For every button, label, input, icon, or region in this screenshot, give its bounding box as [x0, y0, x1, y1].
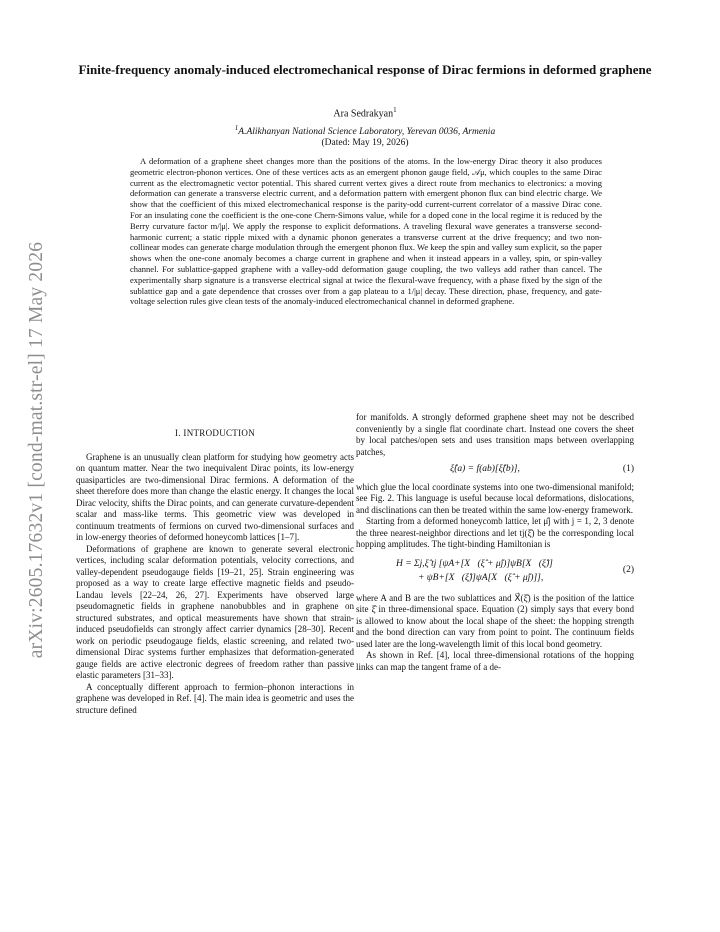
author-affiliation-mark: 1 [393, 106, 397, 114]
equation-1 [356, 464, 634, 476]
intro-paragraph-2: Deformations of graphene are known to generate several electronic vertices, including scalar deformation potentials, velocity corrections, and valley-dependent pseudogauge fields [19–21, 25]. Strain engineering was proposed as a way to create large effective magnetic fields and pseudo-Landau levels [22–24, 26, 27]. Experiments have observed large pseudomagnetic fields in graphene nanobubbles and in graphene on structured substrates, and optical measurements have shown that strain-induced pseudofields can strongly affect carrier dynamics [28–30]. Recent work on periodic pseudogauge fields, elastic screening, and related two-dimensional Dirac systems further emphasizes that deformation-generated gauge fields are active electronic degrees of freedom rather than passive elastic parameters [31–33]. [76, 543, 354, 680]
affiliation-line [70, 124, 660, 137]
section-heading: I. INTRODUCTION [175, 428, 255, 438]
right-paragraph-2: which glue the local coordinate systems into one two-dimensional manifold; see Fig. 2. This language is useful because local deformations, dislocations, and disclinations can then be treated within the same low-energy framework. [356, 481, 634, 515]
equation-2 [356, 557, 634, 585]
right-paragraph-5: As shown in Ref. [4], local three-dimensional rotations of the hopping links can map the tangent frame of a de- [356, 650, 634, 672]
right-paragraph-3: Starting from a deformed honeycomb lattice, let μ̂j with j = 1, 2, 3 denote the three nearest-neighbor directions and let tj(ξ̂) be the corresponding local hopping amplitudes. The tight-binding Hamiltonian is [356, 516, 634, 549]
author-name: Ara Sedrakyan [333, 108, 394, 120]
arxiv-identifier: arXiv:2605.17632v1 [cond-mat.str-el] 17 May 2026 [26, 241, 47, 659]
arxiv-sidebar-stamp [22, 215, 52, 685]
author-line [70, 106, 660, 119]
right-paragraph-1: for manifolds. A strongly deformed graphene sheet may not be described conveniently by a single flat coordinate chart. Instead one covers the sheet by local patches/open sets and uses transition maps between overlapping patches, [356, 412, 634, 457]
right-paragraph-4: where A and B are the two sublattices and X⃗(ξ̂) is the position of the lattice site ξ̂ in three-dimensional space. Equation (2) simply says that every bond is allowed to know about the local shape of the sheet: the hopping strength and the bond direction can vary from point to point. The continuum fields used later are the long-wavelength limit of this local bond geometry. [356, 592, 634, 649]
equation-1-number: (1) [622, 464, 634, 474]
intro-paragraph-3: A conceptually different approach to fermion–phonon interactions in graphene was developed in Ref. [4]. The main idea is geometric and uses the structure defined [76, 681, 354, 715]
affiliation-mark: 1 [234, 124, 239, 132]
equation-2-number: (2) [622, 564, 634, 575]
equation-2-line-1: H = Σj,ξ̂ tj [ψA+[X⃗(ξ̂ + μ̂j)]ψB[X⃗(ξ̂)] [396, 558, 553, 569]
affiliation-text: A.Alikhanyan National Science Laboratory, Yerevan 0036, Armenia [238, 127, 496, 138]
intro-paragraph-1: Graphene is an unusually clean platform for studying how geometry acts on quantum matter. Near the two inequivalent Dirac points, its low-energy quasiparticles are two-dimensional Dirac fermions. A deformation of the sheet therefore does more than change the elastic energy. It changes the local Dirac velocity, shifts the Dirac points, and can generate curvature-dependent scalar and mass-like terms. This geometric view was developed in continuum treatments of fermions on curved two-dimensional surfaces and in low-energy theories of deformed honeycomb lattices [1–7]. [76, 451, 354, 542]
dated-line: (Dated: May 19, 2026) [321, 138, 409, 148]
paper-title: Finite-frequency anomaly-induced electromechanical response of Dirac fermions in deformed graphene [78, 62, 652, 77]
equation-2-line-2: + ψB+[X⃗(ξ̂)]ψA[X⃗(ξ̂ + μ̂j)]], [418, 572, 544, 583]
equation-1-body: ξ̂(a) = f(ab)[ξ̂(b)], [450, 464, 520, 474]
abstract: A deformation of a graphene sheet changes more than the positions of the atoms. In the low-energy Dirac theory it also produces geometric electron-phonon vertices. One of these vertices acts as an emergent phonon gauge field, 𝒜μ, which couples to the same Dirac current as the electromagnetic vector potential. This shared current vertex gives a direct route from mechanics to electronics: a moving deformation can generate a transverse electric current, and a deformation pattern with emergent phonon flux can bind electric charge. We show that the coefficient of this mixed electromechanical response is the parity-odd current-current correlator of a massive Dirac cone. For an insulating cone the coefficient is the one-cone Chern-Simons value, while for a doped cone in the local regime it is reduced by the Berry curvature factor m/|μ|. We apply the response to explicit deformations. A traveling flexural wave generates a transverse second-harmonic current; a static ripple mixed with a dynamic phonon generates a transverse current at the drive frequency; and two non-collinear modes can generate charge modulation through the emergent phonon flux. We keep the spin and valley sum explicit, so the paper shows when the one-cone anomaly becomes a charge current in graphene and when it instead appears in a valley, spin, or spin-valley channel. For sublattice-gapped graphene with a valley-odd deformation gauge coupling, the two valleys add rather than cancel. The experimentally sharp signature is a transverse electrical signal at twice the flexural-wave frequency, with a phase fixed by the sign of the sublattice gap and a gate dependence that crosses over from a gap plateau to a 1/|μ| decay. These direction, phase, frequency, and gate-voltage selection rules give clean tests of the anomaly-induced electromechanical channel in deformed graphene. [130, 156, 602, 307]
left-column [76, 428, 354, 716]
right-column [356, 412, 634, 673]
